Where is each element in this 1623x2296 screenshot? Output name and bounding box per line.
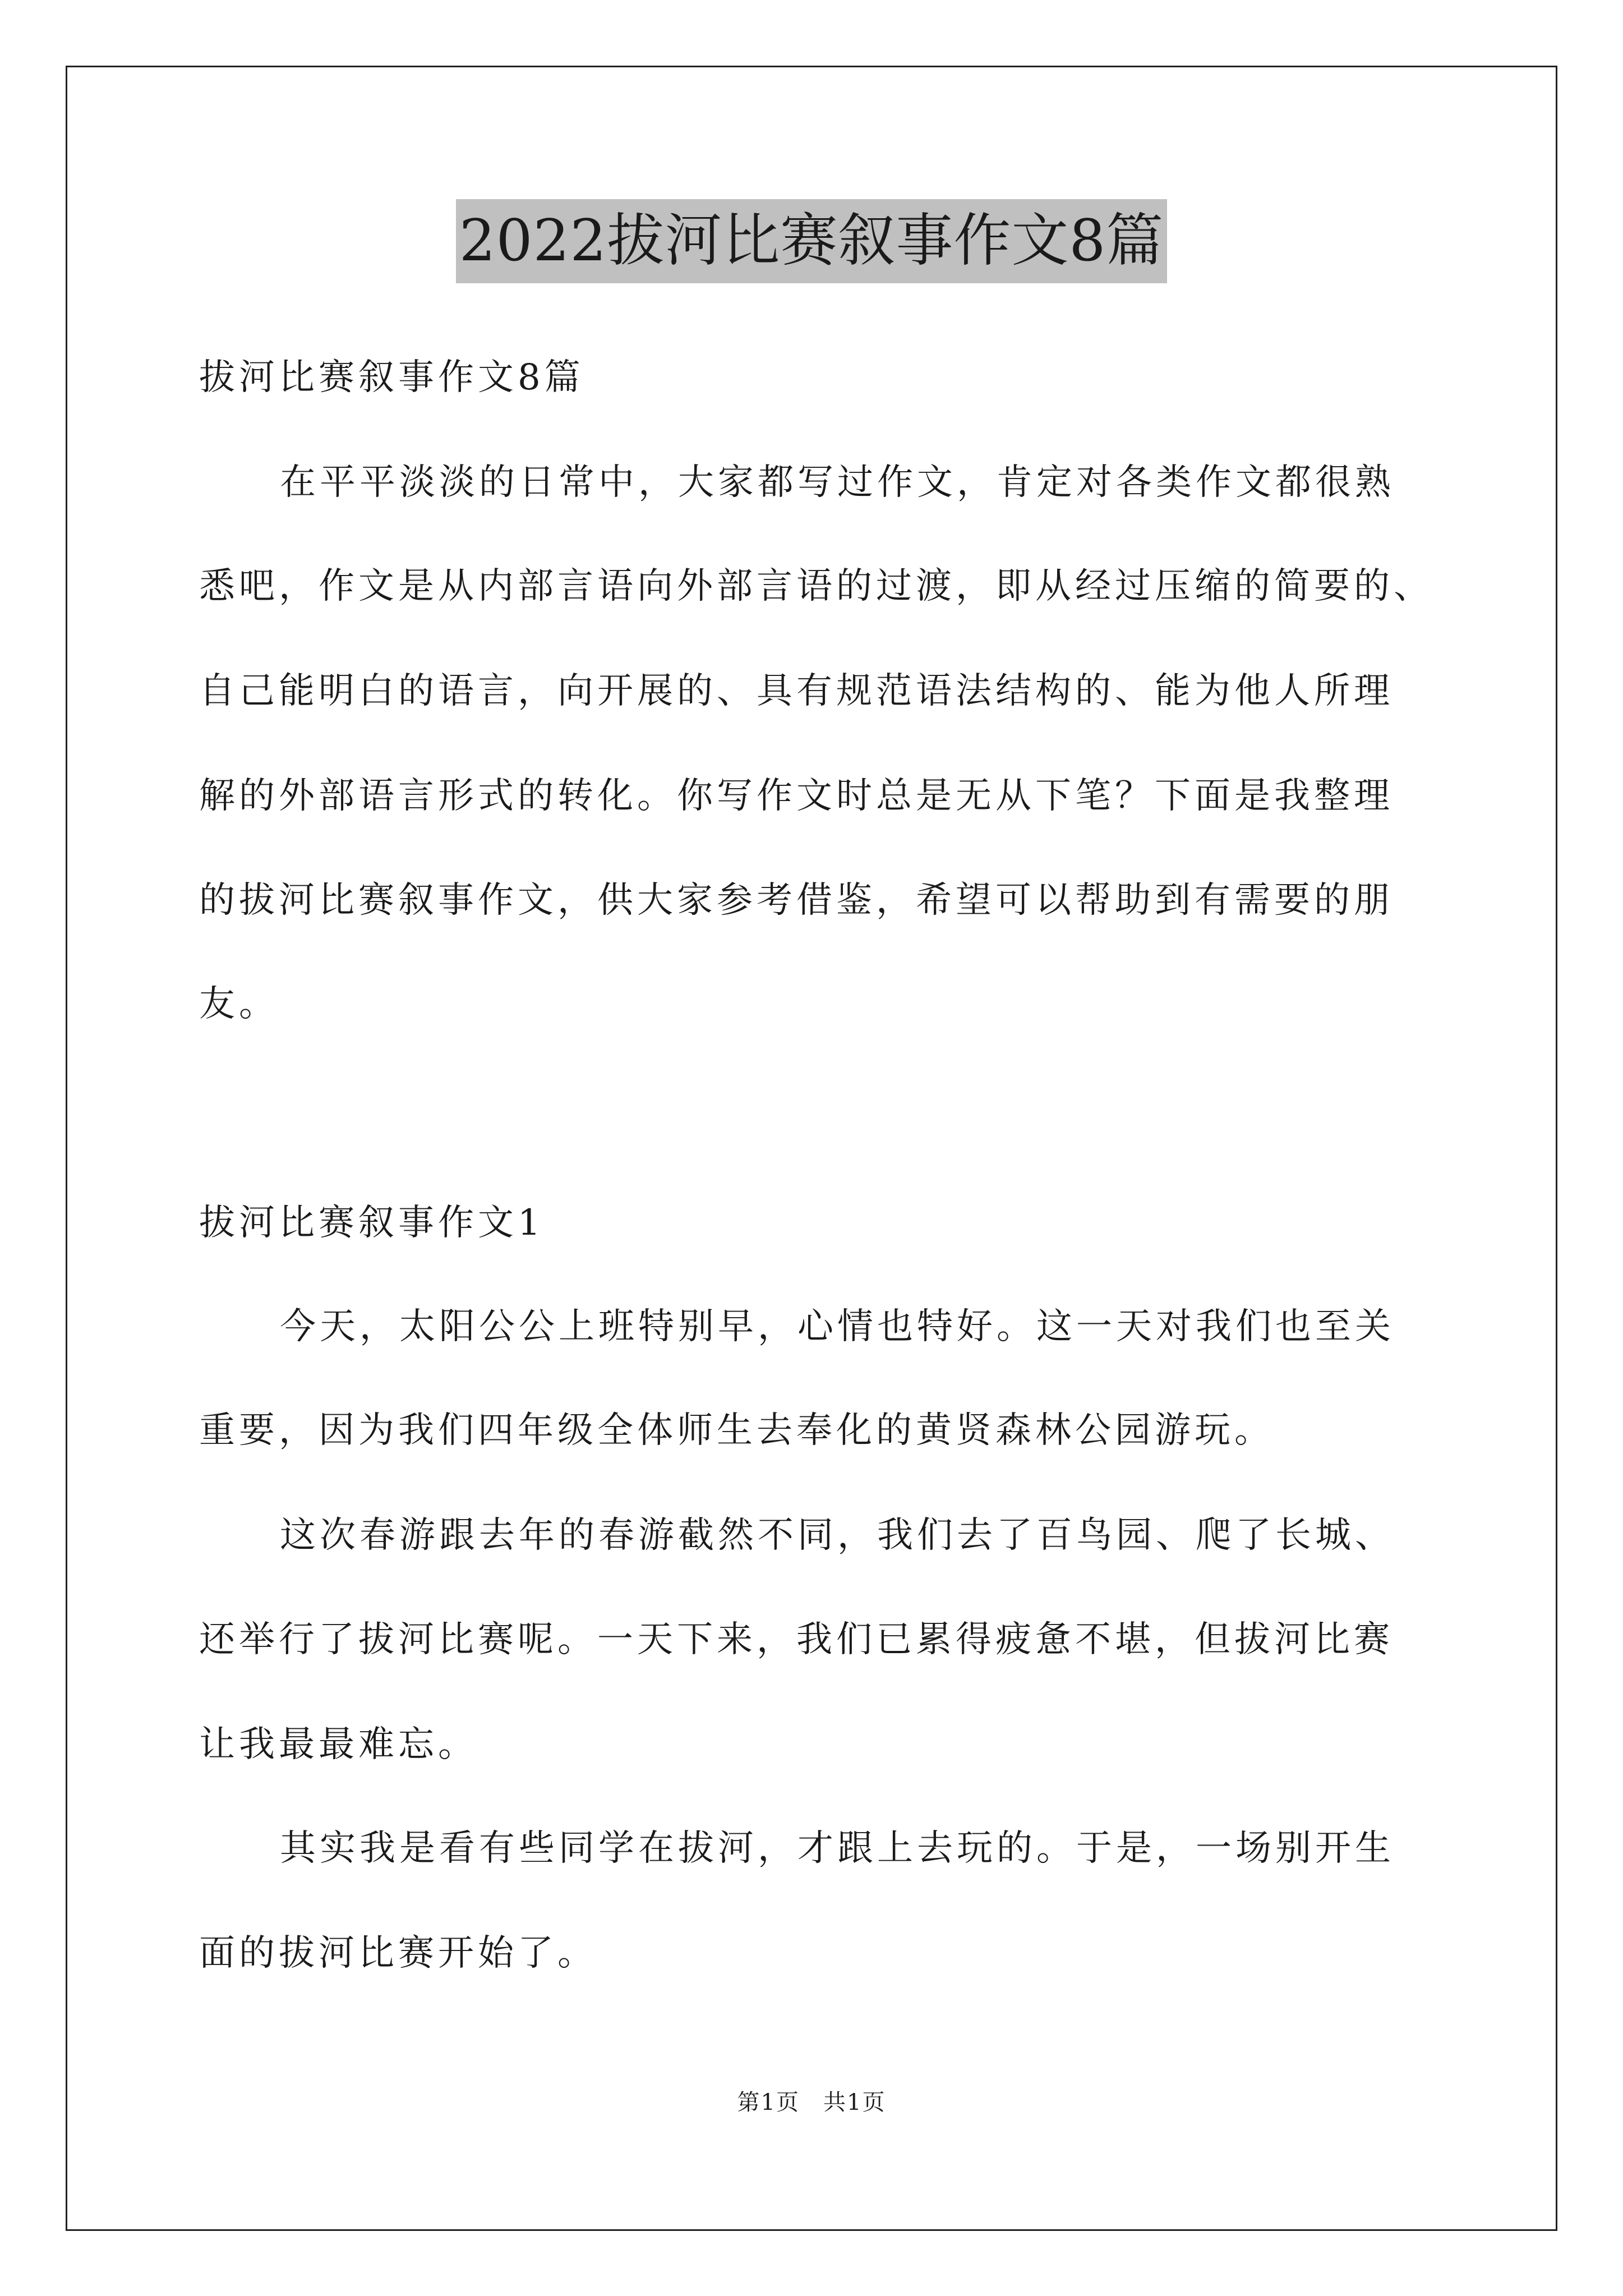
intro-line: 解的外部语言形式的转化。你写作文时总是无从下笔？下面是我整理 <box>199 775 1394 817</box>
subtitle: 拔河比赛叙事作文8篇 <box>199 357 584 398</box>
intro-line: 友。 <box>199 983 279 1025</box>
paragraph-line: 这次春游跟去年的春游截然不同，我们去了百鸟园、爬了长城、 <box>280 1515 1395 1556</box>
intro-line: 的拔河比赛叙事作文，供大家参考借鉴，希望可以帮助到有需要的朋 <box>199 880 1394 921</box>
section-heading: 拔河比赛叙事作文1 <box>199 1202 545 1244</box>
title-container <box>0 199 1623 283</box>
paragraph-line: 今天，太阳公公上班特别早，心情也特好。这一天对我们也至关 <box>280 1306 1395 1347</box>
page-footer: 第1页 共1页 <box>737 2090 886 2115</box>
intro-line: 在平平淡淡的日常中，大家都写过作文，肯定对各类作文都很熟 <box>280 462 1395 503</box>
paragraph-line: 其实我是看有些同学在拔河，才跟上去玩的。于是，一场别开生 <box>280 1828 1395 1869</box>
intro-line: 自己能明白的语言，向开展的、具有规范语法结构的、能为他人所理 <box>199 670 1394 712</box>
paragraph-line: 面的拔河比赛开始了。 <box>199 1932 597 1974</box>
intro-line: 悉吧，作文是从内部言语向外部言语的过渡，即从经过压缩的简要的、 <box>199 565 1433 607</box>
document-title: 2022拔河比赛叙事作文8篇 <box>456 199 1167 283</box>
paragraph-line: 让我最最难忘。 <box>199 1724 478 1765</box>
paragraph-line: 重要，因为我们四年级全体师生去奉化的黄贤森林公园游玩。 <box>199 1410 1274 1451</box>
paragraph-line: 还举行了拔河比赛呢。一天下来，我们已累得疲惫不堪，但拔河比赛 <box>199 1619 1394 1660</box>
